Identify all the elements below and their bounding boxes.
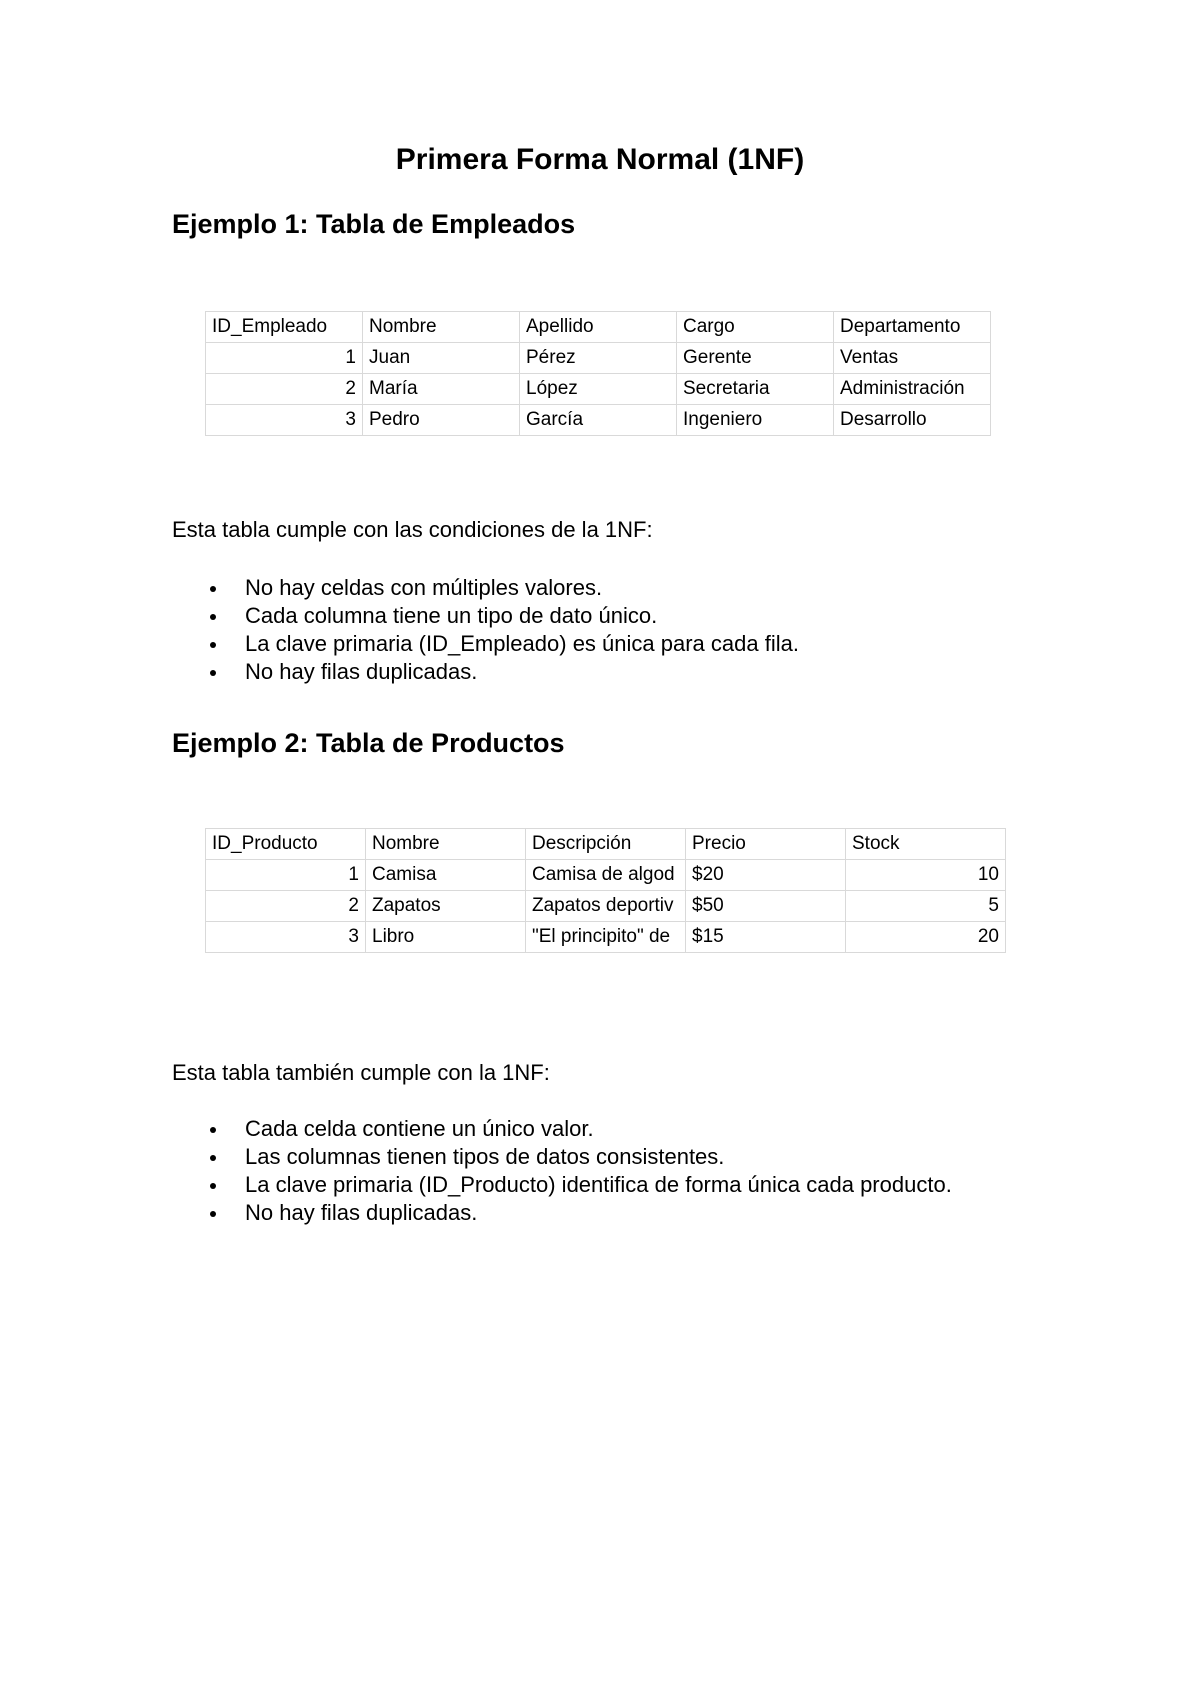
example-1-heading: Ejemplo 1: Tabla de Empleados	[172, 209, 576, 239]
column-header: ID_Empleado	[206, 312, 363, 343]
table-row	[206, 891, 1006, 922]
column-header: Descripción	[526, 829, 686, 860]
table-cell: "El principito" de	[526, 922, 686, 953]
table-cell: Zapatos deportiv	[526, 891, 686, 922]
table-cell: 20	[846, 922, 1006, 953]
bullet-icon	[210, 1211, 216, 1217]
table-cell: Pedro	[363, 405, 520, 436]
table-cell: María	[363, 374, 520, 405]
list-item-text: La clave primaria (ID_Producto) identifica de forma única cada producto.	[245, 1172, 952, 1197]
employees-table	[205, 311, 991, 436]
table-cell: Administración	[834, 374, 991, 405]
table-cell: Ingeniero	[677, 405, 834, 436]
table-cell: Ventas	[834, 343, 991, 374]
table-cell: 2	[206, 374, 363, 405]
table-cell: 1	[206, 860, 366, 891]
list-item-text: No hay filas duplicadas.	[245, 659, 478, 684]
products-table	[205, 828, 1006, 953]
table-cell: 2	[206, 891, 366, 922]
table-cell: Desarrollo	[834, 405, 991, 436]
list-item	[172, 602, 799, 630]
table-cell: Libro	[366, 922, 526, 953]
example-2-intro: Esta tabla también cumple con la 1NF:	[172, 1060, 550, 1085]
table-header-row	[206, 829, 1006, 860]
table-cell: Camisa	[366, 860, 526, 891]
bullet-icon	[210, 614, 216, 620]
table-row	[206, 343, 991, 374]
list-item-text: La clave primaria (ID_Empleado) es única para cada fila.	[245, 631, 799, 656]
table-cell: 5	[846, 891, 1006, 922]
bullet-icon	[210, 642, 216, 648]
list-item-text: Cada columna tiene un tipo de dato único.	[245, 603, 658, 628]
table-row	[206, 405, 991, 436]
list-item-text: No hay filas duplicadas.	[245, 1200, 478, 1225]
column-header: Precio	[686, 829, 846, 860]
list-item-text: Cada celda contiene un único valor.	[245, 1116, 594, 1141]
list-item	[172, 574, 799, 602]
list-item	[172, 658, 799, 686]
table-cell: 3	[206, 405, 363, 436]
column-header: ID_Producto	[206, 829, 366, 860]
table-cell: Camisa de algod	[526, 860, 686, 891]
table-cell: García	[520, 405, 677, 436]
example-1-conditions-list	[172, 574, 799, 686]
table-row	[206, 374, 991, 405]
table-cell: $15	[686, 922, 846, 953]
column-header: Nombre	[363, 312, 520, 343]
document-title: Primera Forma Normal (1NF)	[395, 143, 805, 176]
list-item	[172, 1143, 952, 1171]
table-cell: 10	[846, 860, 1006, 891]
table-cell: Secretaria	[677, 374, 834, 405]
bullet-icon	[210, 1183, 216, 1189]
example-1-intro: Esta tabla cumple con las condiciones de la 1NF:	[172, 517, 653, 542]
bullet-icon	[210, 586, 216, 592]
column-header: Stock	[846, 829, 1006, 860]
list-item	[172, 1199, 952, 1227]
column-header: Apellido	[520, 312, 677, 343]
example-2-heading: Ejemplo 2: Tabla de Productos	[172, 728, 565, 758]
table-cell: Juan	[363, 343, 520, 374]
list-item-text: Las columnas tienen tipos de datos consistentes.	[245, 1144, 725, 1169]
bullet-icon	[210, 1155, 216, 1161]
table-cell: $50	[686, 891, 846, 922]
bullet-icon	[210, 1127, 216, 1133]
table-header-row	[206, 312, 991, 343]
example-2-conditions-list	[172, 1115, 952, 1227]
column-header: Cargo	[677, 312, 834, 343]
list-item	[172, 1115, 952, 1143]
table-cell: Zapatos	[366, 891, 526, 922]
column-header: Nombre	[366, 829, 526, 860]
bullet-icon	[210, 670, 216, 676]
list-item	[172, 1171, 952, 1199]
table-row	[206, 860, 1006, 891]
table-row	[206, 922, 1006, 953]
list-item	[172, 630, 799, 658]
table-cell: 3	[206, 922, 366, 953]
table-cell: Gerente	[677, 343, 834, 374]
table-cell: López	[520, 374, 677, 405]
table-cell: Pérez	[520, 343, 677, 374]
list-item-text: No hay celdas con múltiples valores.	[245, 575, 603, 600]
table-cell: 1	[206, 343, 363, 374]
column-header: Departamento	[834, 312, 991, 343]
table-cell: $20	[686, 860, 846, 891]
